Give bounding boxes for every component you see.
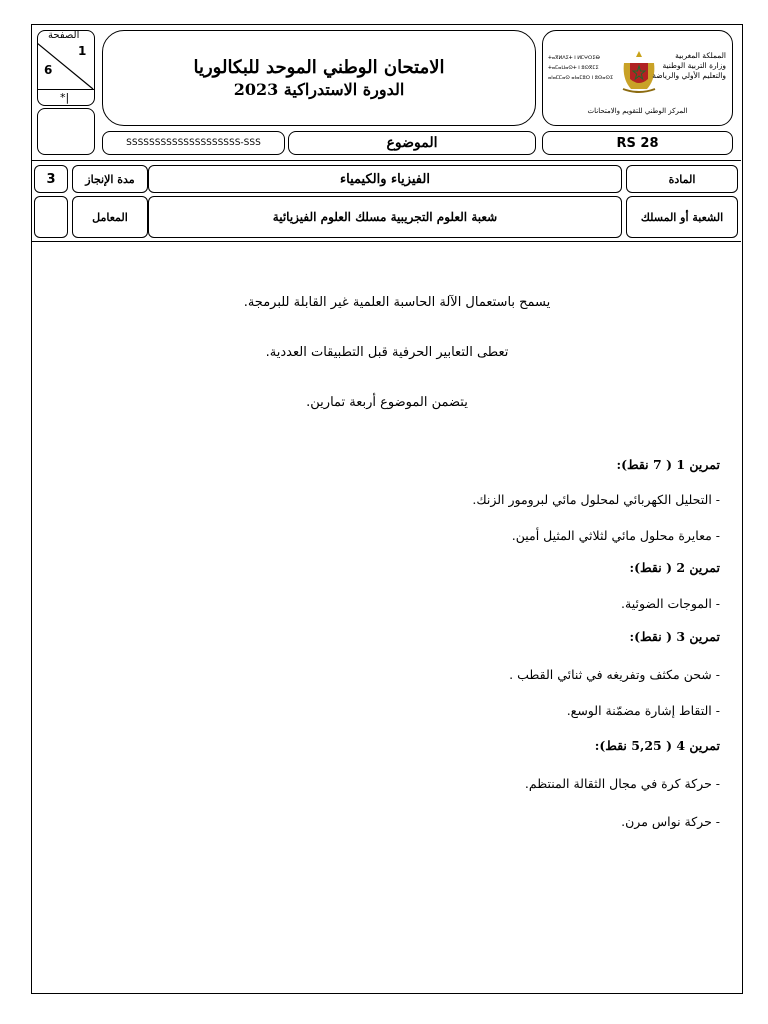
branch-value-cell: [148, 196, 622, 238]
instruction-2: تعطى التعابير الحرفية قبل التطبيقات العددية.: [265, 345, 509, 360]
exercise-4-item: - حركة كرة في مجال الثقالة المنتظم.: [524, 776, 720, 791]
exercise-item-text: التقاط إشارة مضمّنة الوسع.: [566, 703, 712, 718]
logo-tf-line: ⴰⵏⴰⵎⵎⴰⵙ ⴰⵏⴰⵎⵓⵔ ⵏ ⵓⵙⴰⵙⵉ: [548, 75, 614, 81]
coef-label: المعامل: [92, 210, 128, 224]
exercise-item-text: الموجات الضوئية.: [621, 596, 712, 611]
blank-box: [37, 108, 95, 155]
exercises-list: [300, 457, 720, 844]
exam-code-box: [542, 131, 733, 155]
logo-tf-line: ⵜⴰⵎⴰⵡⴰⵙⵜ ⵏ ⵓⵙⴳⵎⵉ: [548, 65, 599, 71]
coef-label-cell: [72, 196, 148, 238]
subject-name-label-cell: [626, 165, 738, 193]
exam-session: الدورة الاستدراكية 2023: [233, 80, 405, 99]
subject-value-cell: [148, 165, 622, 193]
branch-label: الشعبة أو المسلك: [640, 210, 724, 224]
exercise-4-item: - حركة نواس مرن.: [621, 814, 720, 829]
duration-value: 3: [46, 171, 56, 187]
exercise-1-title: تمرين 1 ( 7 نقط):: [616, 457, 720, 472]
duration-label-cell: [72, 165, 148, 193]
exercise-3-title: تمرين 3 ( نقط):: [629, 629, 720, 644]
logo-arabic: [652, 51, 726, 81]
instruction-1: يسمح باستعمال الآلة الحاسبة العلمية غير القابلة للبرمجة.: [243, 295, 551, 310]
logo-tifinagh: [548, 53, 613, 83]
exercise-item-text: حركة كرة في مجال الثقالة المنتظم.: [524, 776, 712, 791]
instruction-3: يتضمن الموضوع أربعة تمارين.: [306, 395, 468, 410]
subject-label: الموضوع: [386, 135, 438, 151]
info-table: [32, 160, 741, 242]
exercise-2-title: تمرين 2 ( نقط):: [629, 560, 720, 575]
exam-page: [31, 24, 743, 994]
logo-center-text: المركز الوطني للتقويم والامتحانات: [587, 107, 688, 115]
exercise-1-item: - التحليل الكهربائي لمحلول مائي لبرومور الزنك.: [472, 492, 720, 507]
subject-label-box: [288, 131, 536, 155]
logo-tf-line: ⵜⴰⴳⵍⴷⵉⵜ ⵏ ⵍⵎⵖⵔⵉⴱ: [548, 55, 600, 61]
exercise-item-text: معايرة محلول مائي لثلاثي المثيل أمين.: [511, 528, 712, 543]
branch-value: شعبة العلوم التجريبية مسلك العلوم الفيزيائية: [272, 210, 498, 224]
exercise-3-item: - شحن مكثف وتفريغه في ثنائي القطب .: [509, 667, 720, 682]
exercise-1-item: - معايرة محلول مائي لثلاثي المثيل أمين.: [511, 528, 720, 543]
branch-label-cell: [626, 196, 738, 238]
logo-ar-line: والتعليم الأولي والرياضة: [652, 71, 726, 80]
logo-ar-line: المملكة المغربية: [675, 51, 726, 60]
subject-name-label: المادة: [668, 172, 696, 186]
serial-box: [102, 131, 285, 155]
exam-code: RS 28: [616, 135, 659, 151]
exam-title: الامتحان الوطني الموحد للبكالوريا: [193, 57, 445, 78]
serial-number: SSSSSSSSSSSSSSSSSSSS-SSS: [126, 138, 261, 148]
logo-ar-line: وزارة التربية الوطنية: [662, 61, 726, 70]
title-box: [102, 30, 536, 126]
duration-label: مدة الإنجاز: [85, 172, 135, 186]
exercise-4-title: تمرين 4 ( 5,25 نقط):: [594, 738, 720, 753]
exercise-item-text: التحليل الكهربائي لمحلول مائي لبرومور الزنك.: [472, 492, 712, 507]
page-total: 6: [44, 63, 53, 77]
exercise-3-item: - التقاط إشارة مضمّنة الوسع.: [566, 703, 720, 718]
ministry-logo-box: [542, 30, 733, 126]
exercise-item-text: شحن مكثف وتفريغه في ثنائي القطب .: [509, 667, 712, 682]
subject-value: الفيزياء والكيمياء: [340, 171, 430, 187]
page-label: الصفحة: [48, 30, 80, 41]
page-current: 1: [78, 44, 87, 58]
page-code: *|: [60, 91, 70, 104]
exercise-item-text: حركة نواس مرن.: [621, 814, 712, 829]
coef-value-cell: [34, 196, 68, 238]
duration-value-cell: [34, 165, 68, 193]
page-number-box: [37, 30, 95, 106]
exercise-2-item: - الموجات الضوئية.: [621, 596, 720, 611]
